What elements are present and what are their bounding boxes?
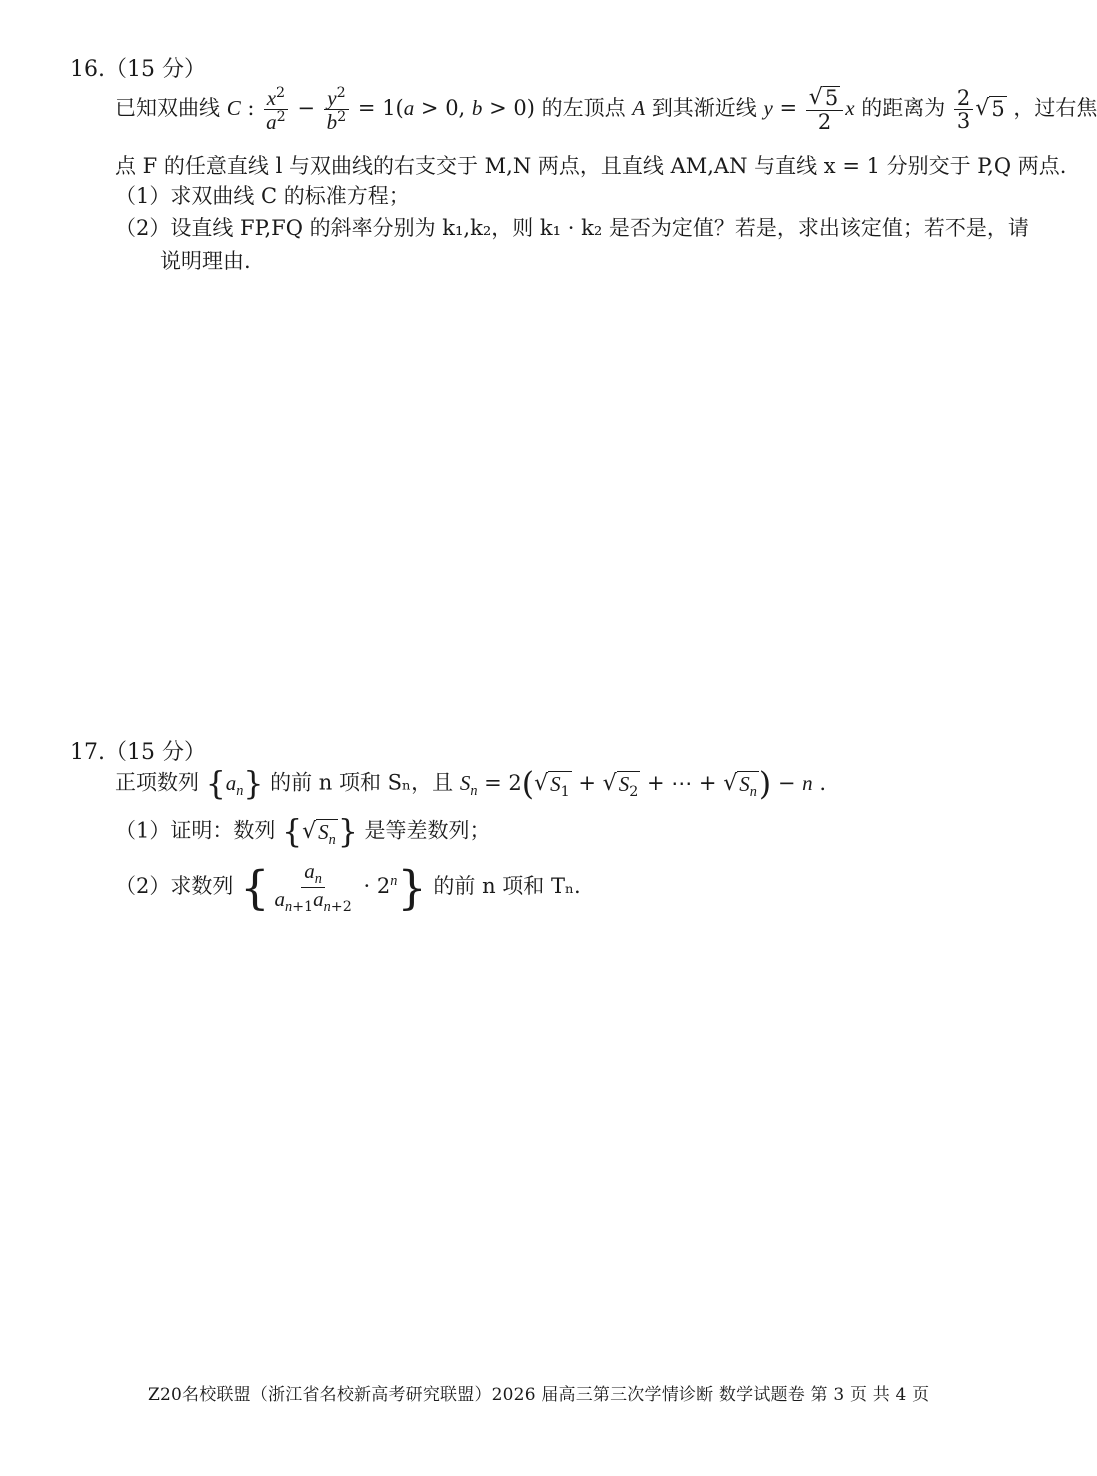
q17-line1-prefix: 正项数列 bbox=[115, 770, 199, 795]
q16-line1: 已知双曲线 C : $\frac{x^2}{a^2}$ − $\frac{y^2}{b^2}$ = 1(a > 0, b > 0) 的左顶点 A 到其渐近线 y = √ 5 2 x 的距离为 $\frac{2}{3}$ √ 5 ，过右焦 bbox=[115, 85, 1097, 135]
q16-distance-text: 的距离为 bbox=[861, 96, 946, 121]
q17-part2-prefix: （2）求数列 bbox=[115, 874, 234, 899]
q16-distance-value: $\frac{2}{3}$ √ 5 bbox=[952, 96, 1014, 120]
q16-part2-line1: （2）设直线 FP,FQ 的斜率分别为 k₁,k₂，则 k₁ · k₂ 是否为定值？若是，求出该定值；若不是，请 bbox=[115, 216, 1029, 240]
q17-sequence-expression: { $\frac{a_n}{a_{n+1}a_{n+2}}$ · $2^n$} bbox=[240, 859, 427, 916]
q16-asymptote-equation: y = √ 5 2 x bbox=[763, 85, 855, 134]
q16-asymptote-text: 到其渐近线 bbox=[651, 96, 757, 121]
q17-line1-mid: 的前 n 项和 Sₙ，且 bbox=[270, 770, 454, 795]
q16-header: 16.（15 分） bbox=[70, 57, 206, 82]
q16-left-vertex-text: 的左顶点 bbox=[541, 96, 626, 121]
q16-part1: （1）求双曲线 C 的标准方程； bbox=[115, 184, 410, 208]
q16-line2: 点 F 的任意直线 l 与双曲线的右支交于 M,N 两点，且直线 AM,AN 与直线 x = 1 分别交于 P,Q 两点. bbox=[115, 154, 1067, 178]
q16-hyperbola-equation: C : $\frac{x^2}{a^2}$ − $\frac{y^2}{b^2}$ = 1(a > 0, b > 0) bbox=[226, 85, 542, 135]
q17-line1 bbox=[115, 766, 826, 802]
q16-part2-line2: 说明理由. bbox=[160, 249, 251, 273]
q17-sequence-an: $\{a_n\}$ bbox=[205, 766, 264, 802]
q17-part2-suffix: 的前 n 项和 Tₙ. bbox=[433, 874, 581, 899]
q17-part2 bbox=[115, 860, 581, 915]
q17-sum-equation: $S_n = 2$( √ $S_1$ + √ $S_2$ + ⋯ + √ $S_n$ ) − n . bbox=[459, 766, 827, 802]
q17-sequence-sqrt-sn: { √ $S_n$ } bbox=[282, 814, 358, 850]
q16-intro-label: 已知双曲线 bbox=[115, 96, 220, 121]
page-footer: Z20名校联盟（浙江省名校新高考研究联盟）2026 届高三第三次学情诊断 数学试题卷 第 3 页 共 4 页 bbox=[148, 1385, 930, 1405]
q17-part1-prefix: （1）证明：数列 bbox=[115, 818, 276, 843]
q17-header: 17.（15 分） bbox=[70, 740, 206, 765]
q17-part1-suffix: 是等差数列； bbox=[364, 818, 491, 843]
q17-part1 bbox=[115, 814, 491, 850]
q16-focus-text: ，过右焦 bbox=[1013, 96, 1097, 121]
